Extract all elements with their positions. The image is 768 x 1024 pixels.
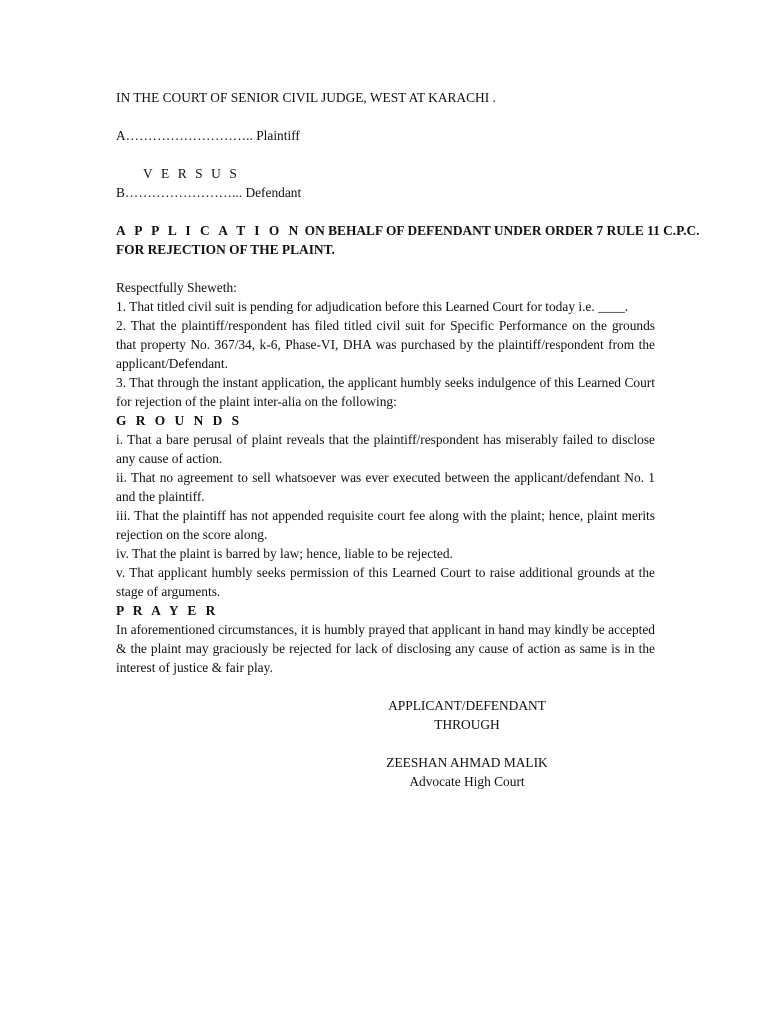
advocate-name: ZEESHAN AHMAD MALIK	[386, 755, 548, 770]
application-title-rest: ON BEHALF OF DEFENDANT UNDER ORDER 7 RULE 11 C.P.C.	[301, 223, 700, 238]
prayer-heading: P R A Y E R	[116, 603, 219, 618]
application-title-line-1	[116, 221, 700, 240]
grounds-heading: G R O U N D S	[116, 413, 243, 428]
ground-item-3: iii. That the plaintiff has not appended requisite court fee along with the plaint; hence, plaint merits rejection on the score along.	[116, 508, 655, 542]
paragraph-2: 2. That the plaintiff/respondent has filed titled civil suit for Specific Performance on the grounds that property No. 367/34, k-6, Phase-VI, DHA was purchased by the plaintiff/respondent from the applicant/Defendant.	[116, 318, 655, 371]
application-title	[116, 221, 700, 259]
prayer-text: In aforementioned circumstances, it is humbly prayed that applicant in hand may kindly be accepted & the plaint may graciously be rejected for lack of disclosing any cause of action as same is in the interest of justice & fair play.	[116, 622, 655, 675]
plaintiff-line	[116, 126, 655, 145]
signature-block	[367, 696, 567, 791]
court-heading	[116, 88, 655, 107]
paragraph-3: 3. That through the instant application, the applicant humbly seeks indulgence of this Learned Court for rejection of the plaint inter-alia on the following:	[116, 375, 655, 409]
advocate-title: Advocate High Court	[409, 774, 525, 789]
ground-item-2: ii. That no agreement to sell whatsoever was ever executed between the applicant/defendant No. 1 and the plaintiff.	[116, 470, 655, 504]
ground-item-1: i. That a bare perusal of plaint reveals that the plaintiff/respondent has miserably failed to disclose any cause of action.	[116, 432, 655, 466]
salutation: Respectfully Sheweth:	[116, 280, 237, 295]
court-title: IN THE COURT OF SENIOR CIVIL JUDGE, WEST AT KARACHI .	[116, 90, 496, 105]
application-spaced-word: A P P L I C A T I O N	[116, 223, 302, 238]
ground-item-5: v. That applicant humbly seeks permission of this Learned Court to raise additional grounds at the stage of arguments.	[116, 565, 655, 599]
plaintiff-text: A……………………….. Plaintiff	[116, 128, 300, 143]
defendant-line	[116, 183, 655, 202]
defendant-text: B……………………... Defendant	[116, 185, 302, 200]
paragraph-1: 1. That titled civil suit is pending for adjudication before this Learned Court for today i.e. ____.	[116, 299, 629, 314]
versus-text: V E R S U S	[143, 166, 240, 181]
signature-through: THROUGH	[434, 717, 500, 732]
application-title-line-2: FOR REJECTION OF THE PLAINT.	[116, 242, 335, 257]
body-section	[116, 278, 655, 677]
versus-line	[116, 164, 655, 183]
signature-role: APPLICANT/DEFENDANT	[388, 698, 546, 713]
ground-item-4: iv. That the plaint is barred by law; hence, liable to be rejected.	[116, 546, 453, 561]
